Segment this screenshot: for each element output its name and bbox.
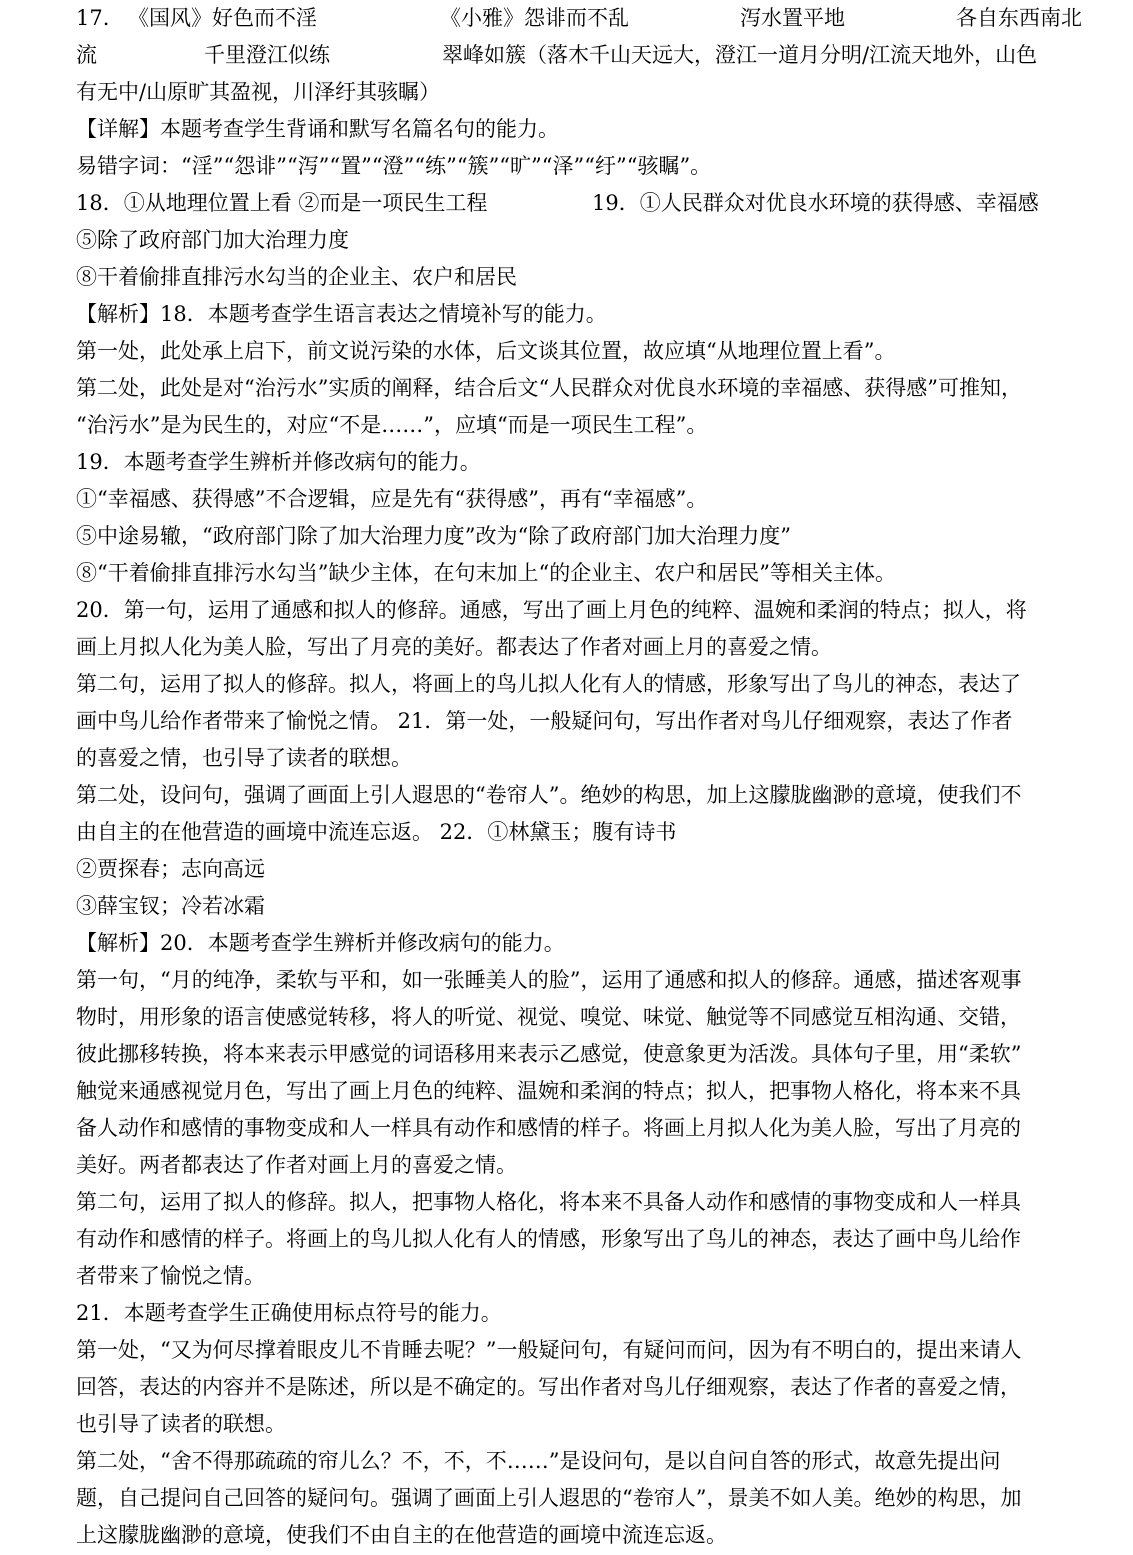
analysis-20-line: 彼此挪移转换，将本来表示甲感觉的词语移用来表示乙感觉，使意象更为活泼。具体句子里，用“柔软” <box>76 1042 1022 1066</box>
answer-21-line: 的喜爱之情，也引导了读者的联想。 <box>76 746 412 770</box>
q19-answer-5: ⑤除了政府部门加大治理力度 <box>76 228 349 252</box>
q17-answer-5: 千里澄江似练 <box>204 43 330 67</box>
analysis-20-line: 物时，用形象的语言使感觉转移，将人的听觉、视觉、嗅觉、味觉、触觉等不同感觉互相沟通、交错， <box>76 1005 1021 1029</box>
analysis-20-line: 备人动作和感情的事物变成和人一样具有动作和感情的样子。将画上月拟人化为美人脸，写出了月亮的 <box>76 1116 1021 1140</box>
q18-19-answer-row <box>76 185 1090 222</box>
q19-answer-8: ⑧干着偷排直排污水勾当的企业主、农户和居民 <box>76 265 517 289</box>
q17-answer-3: 泻水置平地 <box>740 6 845 30</box>
answer-20-line: 20．第一句，运用了通感和拟人的修辞。通感，写出了画上月色的纯粹、温婉和柔润的特点；拟人，将 <box>76 598 1027 622</box>
answer-20-line: 画上月拟人化为美人脸，写出了月亮的美好。都表达了作者对画上月的喜爱之情。 <box>76 635 832 659</box>
analysis-21-line: 第二处，“舍不得那疏疏的帘儿么？不，不，不……”是设问句，是以自问自答的形式，故意先提出问 <box>76 1449 1001 1473</box>
answer-22-line: ③薛宝钗；冷若冰霜 <box>76 894 265 918</box>
q17-answer-1: 《国风》好色而不淫 <box>128 6 317 30</box>
q17-explanation: 【详解】本题考查学生背诵和默写名篇名句的能力。 <box>76 117 559 141</box>
analysis-20-line: 美好。两者都表达了作者对画上月的喜爱之情。 <box>76 1153 517 1177</box>
q17-number: 17. <box>76 6 110 30</box>
analysis-21-line: 第一处，“又为何尽撑着眼皮儿不肯睡去呢？”一般疑问句，有疑问而问，因为有不明白的，提出来请人 <box>76 1338 1022 1362</box>
analysis-18-second-cont: “治污水”是为民生的，对应“不是……”，应填“而是一项民生工程”。 <box>76 413 708 437</box>
q17-answer-6-cont: 有无中/山原旷其盈视，川泽纡其骇瞩） <box>76 80 441 104</box>
analysis-19-item-5: ⑤中途易辙，“政府部门除了加大治理力度”改为“除了政府部门加大治理力度” <box>76 524 791 548</box>
analysis-21-title: 21．本题考查学生正确使用标点符号的能力。 <box>76 1301 502 1325</box>
analysis-20-line: 第一句，“月的纯净，柔软与平和，如一张睡美人的脸”，运用了通感和拟人的修辞。通感，描述客观事 <box>76 968 1022 992</box>
analysis-20-line: 触觉来通感视觉月色，写出了画上月色的纯粹、温婉和柔润的特点；拟人，把事物人格化，将本来不具 <box>76 1079 1021 1103</box>
analysis-19-item-8: ⑧“干着偷排直排污水勾当”缺少主体，在句末加上“的企业主、农户和居民”等相关主体。 <box>76 561 896 585</box>
q18-answer: 18．①从地理位置上看 ②而是一项民生工程 <box>76 191 488 215</box>
answer-20-line: 第二句，运用了拟人的修辞。拟人，将画上的鸟儿拟人化有人的情感，形象写出了鸟儿的神态，表达了 <box>76 672 1021 696</box>
analysis-18-first: 第一处，此处承上启下，前文说污染的水体，后文谈其位置，故应填“从地理位置上看”。 <box>76 339 896 363</box>
q17-typo-list: 易错字词：“淫”“怨诽”“泻”“置”“澄”“练”“簇”“旷”“泽”“纡”“骇瞩”。 <box>76 154 712 178</box>
analysis-18-second: 第二处，此处是对“治污水”实质的阐释，结合后文“人民群众对优良水环境的幸福感、获得感”可推知， <box>76 376 1022 400</box>
answer-22-line: ②贾探春；志向高远 <box>76 857 265 881</box>
answer-22-line: 由自主的在他营造的画境中流连忘返。 22．①林黛玉；腹有诗书 <box>76 820 677 844</box>
analysis-21-line: 回答，表达的内容并不是陈述，所以是不确定的。写出作者对鸟儿仔细观察，表达了作者的喜爱之情， <box>76 1375 1021 1399</box>
analysis-20-line: 有动作和感情的样子。将画上的鸟儿拟人化有人的情感，形象写出了鸟儿的神态，表达了画中鸟儿给作 <box>76 1227 1021 1251</box>
analysis-21-line: 上这朦胧幽渺的意境，使我们不由自主的在他营造的画境中流连忘返。 <box>76 1523 727 1547</box>
analysis-19-item-1: ①“幸福感、获得感”不合逻辑，应是先有“获得感”，再有“幸福感”。 <box>76 487 708 511</box>
document-page <box>76 0 1090 1554</box>
q17-answer-row <box>76 0 1090 37</box>
q17-answer-6: 翠峰如簇（落木千山天远大，澄江一道月分明/江流天地外，山色 <box>442 43 1038 67</box>
q19-answer-1: 19．①人民群众对优良水环境的获得感、幸福感 <box>592 191 1039 215</box>
analysis-21-line: 也引导了读者的联想。 <box>76 1412 286 1436</box>
analysis-18-title: 【解析】18．本题考查学生语言表达之情境补写的能力。 <box>76 302 607 326</box>
answer-21-line: 画中鸟儿给作者带来了愉悦之情。 21．第一处，一般疑问句，写出作者对鸟儿仔细观察，表达了作者 <box>76 709 1013 733</box>
q17-answer-row-2 <box>76 37 1090 74</box>
analysis-20-line: 者带来了愉悦之情。 <box>76 1264 265 1288</box>
analysis-20-line: 第二句，运用了拟人的修辞。拟人，把事物人格化，将本来不具备人动作和感情的事物变成和人一样具 <box>76 1190 1021 1214</box>
analysis-21-line: 题，自己提问自己回答的疑问句。强调了画面上引人遐思的“卷帘人”，景美不如人美。绝妙的构思，加 <box>76 1486 1022 1510</box>
analysis-20-title: 【解析】20．本题考查学生辨析并修改病句的能力。 <box>76 931 565 955</box>
analysis-19-title: 19．本题考查学生辨析并修改病句的能力。 <box>76 450 481 474</box>
q17-answer-2: 《小雅》怨诽而不乱 <box>440 6 629 30</box>
answer-21-line: 第二处，设问句，强调了画面上引人遐思的“卷帘人”。绝妙的构思，加上这朦胧幽渺的意境，使我们不 <box>76 783 1022 807</box>
q17-answer-4: 各自东西南北 <box>956 6 1082 30</box>
q17-answer-4-cont: 流 <box>76 43 97 67</box>
